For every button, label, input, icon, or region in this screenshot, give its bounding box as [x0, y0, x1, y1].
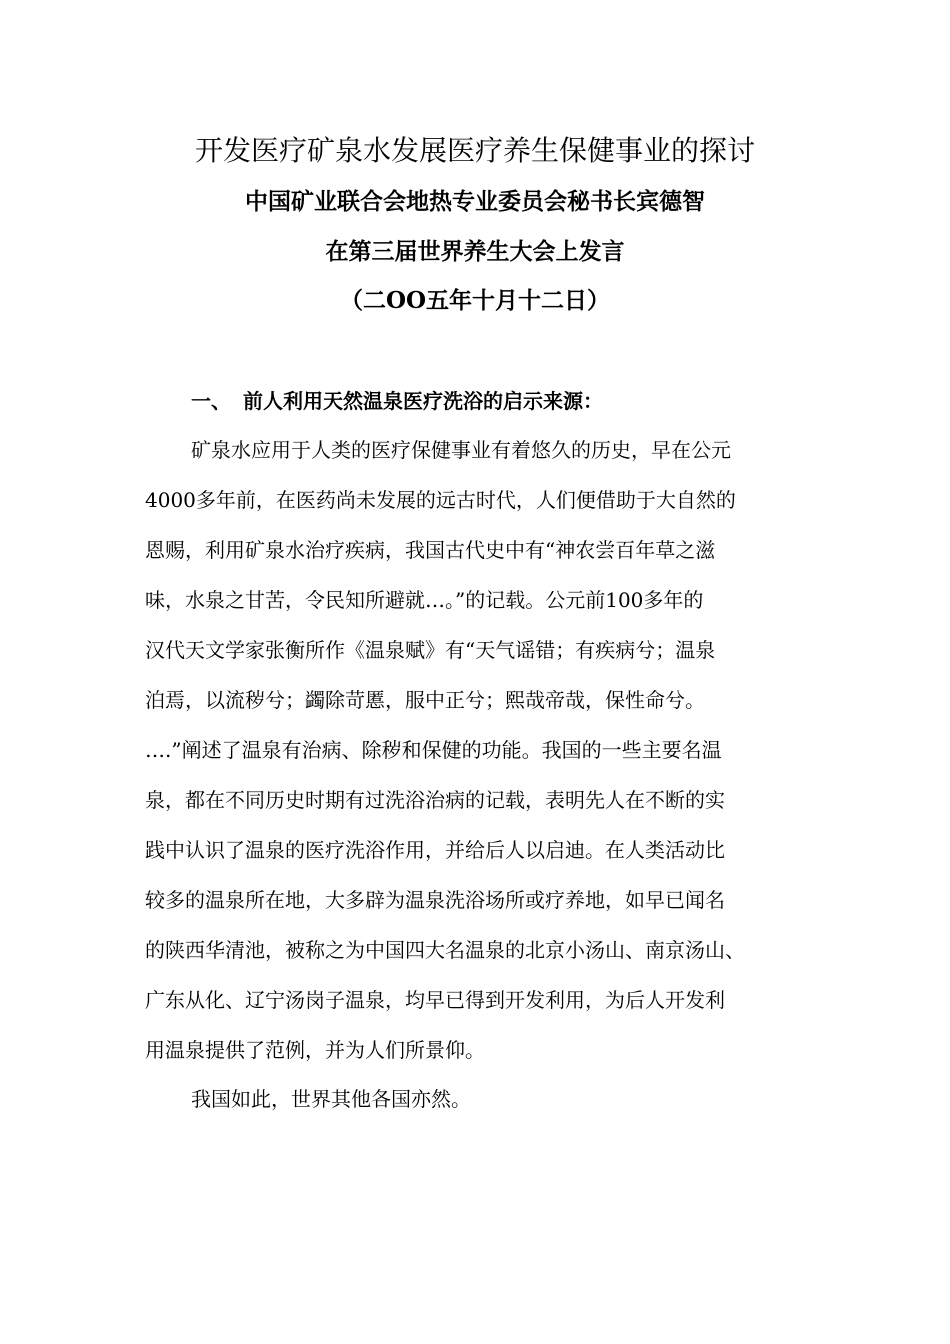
paragraph-line: 较多的温泉所在地，大多辟为温泉洗浴场所或疗养地，如早已闻名	[145, 888, 725, 912]
paragraph-line: 广东从化、辽宁汤岗子温泉，均早已得到开发利用，为后人开发利	[145, 988, 725, 1012]
paragraph-line: 矿泉水应用于人类的医疗保健事业有着悠久的历史，早在公元	[191, 438, 731, 462]
paragraph-line: 恩赐，利用矿泉水治疗疾病，我国古代史中有“神农尝百年草之滋	[145, 538, 716, 562]
paragraph-line: 泉，都在不同历史时期有过洗浴治病的记载，表明先人在不断的实	[145, 788, 725, 812]
paragraph-line: 我国如此，世界其他各国亦然。	[191, 1087, 471, 1111]
paragraph-line: 汉代天文学家张衡所作《温泉赋》有“天气谣错；有疾病兮；温泉	[145, 638, 716, 662]
event-line: 在第三届世界养生大会上发言	[325, 238, 625, 265]
date-line: （二OO五年十月十二日）	[339, 287, 611, 314]
section-number: 一、	[191, 389, 231, 413]
paragraph-line: ….”阐述了温泉有治病、除秽和保健的功能。我国的一些主要名温	[145, 738, 722, 762]
body-paragraph	[145, 1074, 825, 1124]
document-title: 开发医疗矿泉水发展医疗养生保健事业的探讨	[194, 134, 755, 167]
paragraph-line: 泊焉，以流秽兮；蠲除苛慝，服中正兮；熙哉帝哉，保性命兮。	[145, 688, 705, 712]
paragraph-line: 4000多年前，在医药尚未发展的远古时代，人们便借助于大自然的	[145, 488, 736, 512]
paragraph-line: 味，水泉之甘苦，令民知所避就…。”的记载。公元前100多年的	[145, 588, 704, 612]
section-heading	[191, 387, 603, 415]
paragraph-line: 的陕西华清池，被称之为中国四大名温泉的北京小汤山、南京汤山、	[145, 938, 745, 962]
speaker-line: 中国矿业联合会地热专业委员会秘书长宾德智	[245, 188, 705, 215]
paragraph-line: 践中认识了温泉的医疗洗浴作用，并给后人以启迪。在人类活动比	[145, 838, 725, 862]
section-heading-text: 前人利用天然温泉医疗洗浴的启示来源：	[243, 389, 603, 413]
paragraph-line: 用温泉提供了范例，并为人们所景仰。	[145, 1038, 485, 1062]
body-paragraph	[145, 425, 825, 1075]
